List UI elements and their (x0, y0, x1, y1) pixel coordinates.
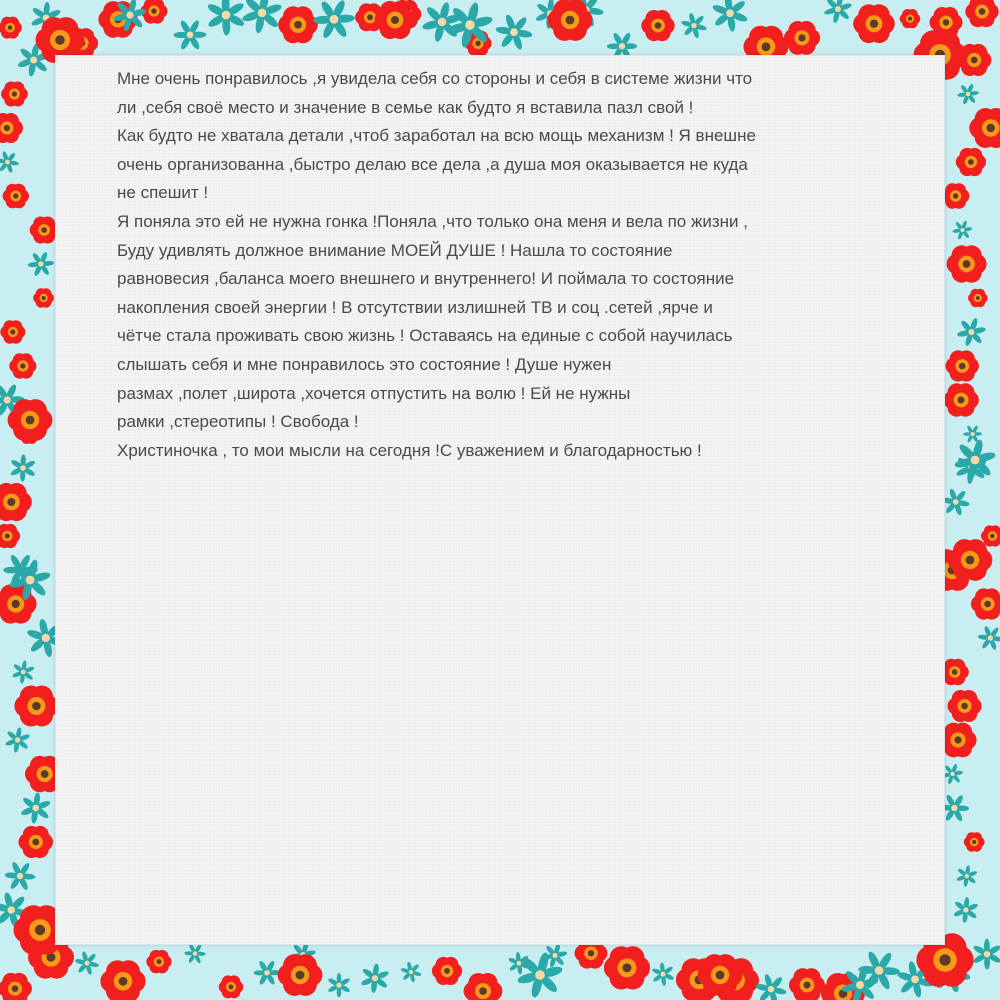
teal-flower-icon (174, 19, 207, 51)
red-flower-icon (0, 973, 32, 1000)
teal-flower-icon (400, 961, 421, 982)
red-flower-icon (971, 588, 1000, 619)
teal-flower-icon (953, 897, 979, 923)
teal-flower-icon (10, 454, 36, 481)
teal-flower-icon (360, 963, 389, 993)
teal-flower-icon (5, 861, 36, 891)
red-flower-icon (968, 289, 988, 307)
red-flower-icon (3, 184, 29, 209)
red-flower-icon (100, 960, 145, 1000)
red-flower-icon (8, 399, 53, 441)
red-flower-icon (948, 539, 993, 581)
red-flower-icon (964, 832, 985, 851)
teal-flower-icon (956, 865, 978, 887)
red-flower-icon (947, 245, 987, 282)
red-flower-icon (604, 946, 650, 989)
teal-flower-icon (5, 727, 31, 753)
teal-flower-icon (712, 0, 749, 32)
red-flower-icon (943, 383, 979, 416)
teal-flower-icon (972, 939, 1000, 970)
red-flower-icon (784, 21, 820, 55)
red-flower-icon (0, 524, 20, 548)
red-flower-icon (956, 148, 986, 176)
red-flower-icon (900, 9, 921, 28)
red-flower-icon (969, 108, 1000, 148)
red-flower-icon (33, 288, 54, 307)
letter-text: Мне очень понравилось ,я увидела себя со стороны и себя в системе жизни что ли ,себя своё место и значение в семье как будто я вставила пазл свой ! Как будто не хватала детали ,чтоб заработал на всю мощь механизм ! Я внешне очень организованна ,быстро делаю все дела ,а душа моя оказывается не куда не спешит ! Я поняла это ей не нужна гонка !Поняла ,что только она меня и вела по жизни , Буду удивлять должное внимание МОЕЙ ДУШЕ ! Нашла то состояние равновесия ,баланса моего внешнего и внутреннего! И поймала то состояние накопления своей энергии ! В отсутствии излишней ТВ и соц .сетей ,ярче и чётче стала проживать свою жизнь ! Оставаясь на единые с собой научилась слышать себя и мне понравилось это состояние ! Душе нужен размах ,полет ,широта ,хочется отпустить на волю ! Ей не нужны рамки ,стереотипы ! Свобода ! Христиночка , то мои мысли на сегодня !С уважением и благодарностью ! (117, 69, 756, 460)
red-flower-icon (375, 1, 416, 39)
red-flower-icon (0, 483, 32, 521)
teal-flower-icon (941, 488, 970, 516)
teal-flower-icon (977, 625, 1000, 650)
teal-flower-icon (681, 12, 707, 38)
red-flower-icon (432, 957, 462, 985)
teal-flower-icon (824, 0, 853, 23)
red-flower-icon (641, 10, 674, 41)
red-flower-icon (464, 973, 503, 1000)
teal-flower-icon (75, 951, 100, 975)
red-flower-icon (146, 950, 171, 974)
teal-flower-icon (254, 960, 281, 986)
teal-flower-icon (28, 251, 54, 277)
teal-flower-icon (12, 660, 35, 684)
teal-flower-icon (313, 0, 355, 40)
red-flower-icon (548, 0, 593, 41)
teal-flower-icon (957, 83, 979, 105)
teal-flower-icon (651, 962, 674, 986)
red-flower-icon (698, 954, 743, 996)
red-flower-icon (789, 968, 825, 1000)
red-flower-icon (948, 690, 982, 722)
teal-flower-icon (327, 973, 350, 997)
red-flower-icon (9, 353, 36, 378)
teal-flower-icon (20, 792, 51, 824)
red-flower-icon (853, 4, 895, 43)
teal-flower-icon (184, 943, 205, 964)
teal-flower-icon (0, 151, 19, 174)
teal-flower-icon (421, 1, 462, 42)
red-flower-icon (942, 183, 970, 209)
red-flower-icon (946, 350, 979, 381)
red-flower-icon (278, 954, 323, 996)
red-flower-icon (14, 686, 58, 727)
teal-flower-icon (952, 220, 972, 240)
red-flower-icon (0, 113, 23, 143)
teal-flower-icon (957, 317, 987, 346)
teal-flower-icon (495, 14, 533, 51)
red-flower-icon (19, 826, 54, 858)
teal-flower-icon (206, 0, 246, 36)
teal-flower-icon (755, 973, 787, 1000)
teal-flower-icon (241, 0, 282, 34)
red-flower-icon (278, 6, 318, 43)
red-flower-icon (219, 975, 244, 998)
red-flower-icon (0, 320, 25, 343)
red-flower-icon (965, 0, 998, 27)
red-flower-icon (1, 82, 28, 107)
red-flower-icon (0, 17, 22, 39)
